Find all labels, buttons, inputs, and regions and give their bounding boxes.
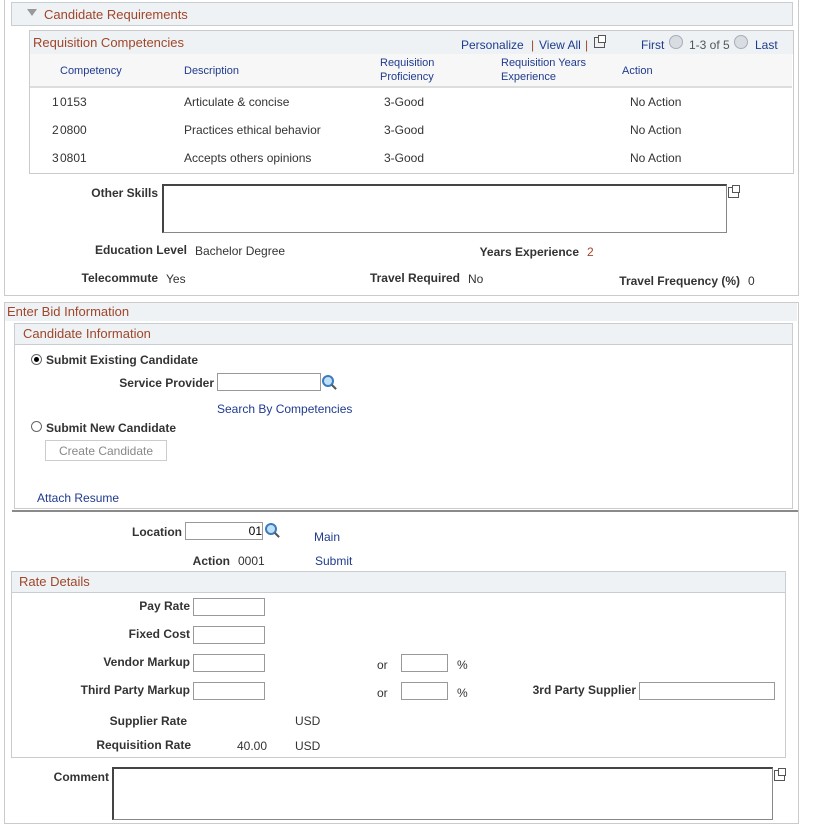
location-label: Location bbox=[132, 525, 182, 539]
or-label: or bbox=[377, 686, 388, 700]
action: No Action bbox=[630, 95, 682, 109]
competency-description: Accepts others opinions bbox=[184, 151, 312, 165]
next-icon[interactable] bbox=[734, 35, 748, 49]
action: No Action bbox=[630, 151, 682, 165]
travel-required-label: Travel Required bbox=[369, 271, 460, 285]
location-input[interactable] bbox=[185, 522, 263, 540]
submit-existing-radio[interactable] bbox=[31, 354, 42, 365]
view-all-link[interactable]: View All bbox=[539, 38, 581, 52]
telecommute-value: Yes bbox=[166, 272, 186, 286]
rate-details-title: Rate Details bbox=[19, 574, 90, 589]
fixed-cost-label: Fixed Cost bbox=[128, 627, 190, 641]
comment-label: Comment bbox=[53, 770, 109, 784]
candidate-info-title: Candidate Information bbox=[23, 326, 151, 341]
col-proficiency[interactable]: Requisition Proficiency bbox=[380, 57, 435, 83]
fixed-cost-input[interactable] bbox=[193, 626, 265, 644]
zoom-grid-icon[interactable] bbox=[594, 37, 605, 48]
comment-textarea[interactable] bbox=[112, 767, 773, 820]
other-skills-label: Other Skills bbox=[91, 186, 158, 200]
last-link[interactable]: Last bbox=[755, 38, 778, 52]
divider bbox=[12, 510, 798, 512]
action-code: 0001 bbox=[238, 554, 265, 568]
years-experience-label: Years Experience bbox=[479, 245, 579, 259]
third-party-supplier-label: 3rd Party Supplier bbox=[532, 683, 636, 697]
submit-existing-label[interactable]: Submit Existing Candidate bbox=[46, 353, 199, 367]
row-range: 1-3 of 5 bbox=[689, 38, 730, 52]
education-value: Bachelor Degree bbox=[195, 244, 286, 258]
create-candidate-button[interactable]: Create Candidate bbox=[45, 440, 167, 461]
first-link[interactable]: First bbox=[641, 38, 665, 52]
vendor-markup-input[interactable] bbox=[193, 654, 265, 672]
attach-resume-link[interactable]: Attach Resume bbox=[37, 491, 120, 505]
competency-code: 0800 bbox=[60, 123, 87, 137]
proficiency: 3-Good bbox=[384, 95, 425, 109]
previous-icon[interactable] bbox=[669, 35, 683, 49]
competency-description: Articulate & concise bbox=[184, 95, 290, 109]
action: No Action bbox=[630, 123, 682, 137]
location-description: Main bbox=[314, 530, 341, 544]
col-years[interactable]: Requisition Years Experience bbox=[501, 57, 587, 83]
requisition-rate-currency: USD bbox=[295, 739, 321, 753]
row-number: 2 bbox=[52, 123, 59, 137]
travel-frequency-label: Travel Frequency (%) bbox=[619, 274, 740, 288]
percent-label: % bbox=[457, 658, 468, 672]
bid-section-title: Enter Bid Information bbox=[7, 304, 130, 319]
col-action[interactable]: Action bbox=[622, 65, 653, 77]
collapse-triangle-icon[interactable] bbox=[27, 9, 37, 16]
competency-code: 0153 bbox=[60, 95, 87, 109]
vendor-markup-percent-input[interactable] bbox=[401, 654, 448, 672]
percent-label: % bbox=[457, 686, 468, 700]
service-provider-lookup-icon[interactable] bbox=[322, 375, 334, 387]
action-label: Action bbox=[192, 554, 230, 568]
action-description: Submit bbox=[315, 554, 353, 568]
location-lookup-icon[interactable] bbox=[265, 523, 277, 535]
pay-rate-label: Pay Rate bbox=[139, 599, 190, 613]
travel-frequency-value: 0 bbox=[748, 274, 755, 288]
competency-code: 0801 bbox=[60, 151, 87, 165]
search-by-competencies-link[interactable]: Search By Competencies bbox=[217, 402, 353, 416]
service-provider-input[interactable] bbox=[217, 373, 321, 391]
candidate-info-box bbox=[14, 323, 793, 509]
submit-new-label[interactable]: Submit New Candidate bbox=[46, 421, 177, 435]
submit-new-radio[interactable] bbox=[31, 421, 42, 432]
or-label: or bbox=[377, 658, 388, 672]
candidate-requirements-header[interactable] bbox=[11, 2, 793, 26]
service-provider-label: Service Provider bbox=[119, 376, 214, 390]
third-party-supplier-input[interactable] bbox=[639, 682, 775, 700]
expand-textarea-icon[interactable] bbox=[728, 187, 739, 198]
expand-comment-icon[interactable] bbox=[774, 770, 785, 781]
section-title: Candidate Requirements bbox=[44, 7, 188, 22]
travel-required-value: No bbox=[468, 272, 484, 286]
years-experience-value: 2 bbox=[587, 245, 594, 259]
row-number: 3 bbox=[52, 151, 59, 165]
proficiency: 3-Good bbox=[384, 151, 425, 165]
personalize-link[interactable]: Personalize bbox=[461, 38, 524, 52]
pay-rate-input[interactable] bbox=[193, 598, 265, 616]
requisition-rate-value: 40.00 bbox=[237, 739, 268, 753]
competency-description: Practices ethical behavior bbox=[184, 123, 321, 137]
third-party-markup-input[interactable] bbox=[193, 682, 265, 700]
col-description[interactable]: Description bbox=[184, 65, 240, 77]
proficiency: 3-Good bbox=[384, 123, 425, 137]
vendor-markup-label: Vendor Markup bbox=[103, 655, 190, 669]
supplier-rate-label: Supplier Rate bbox=[109, 714, 187, 728]
telecommute-label: Telecommute bbox=[81, 271, 158, 285]
supplier-rate-currency: USD bbox=[295, 714, 321, 728]
other-skills-textarea[interactable] bbox=[162, 184, 727, 233]
education-label: Education Level bbox=[94, 243, 187, 257]
requisition-rate-label: Requisition Rate bbox=[96, 738, 191, 752]
grid-title: Requisition Competencies bbox=[33, 35, 185, 50]
third-party-percent-input[interactable] bbox=[401, 682, 448, 700]
row-number: 1 bbox=[52, 95, 59, 109]
third-party-markup-label: Third Party Markup bbox=[80, 683, 190, 697]
col-competency[interactable]: Competency bbox=[60, 65, 122, 77]
